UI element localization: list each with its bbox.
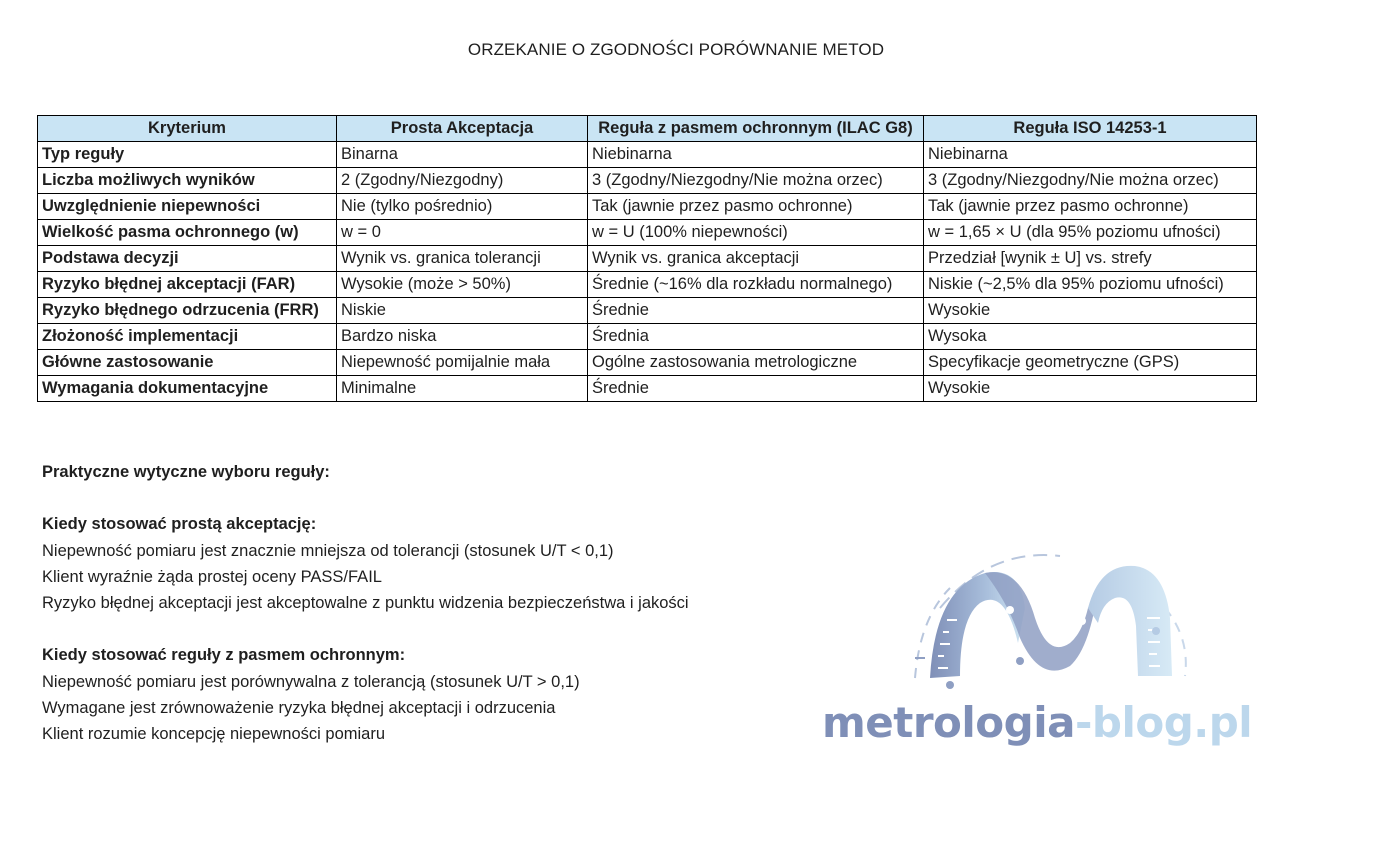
logo-text-metrologia: metrologia: [822, 698, 1075, 747]
table-cell: Liczba możliwych wyników: [38, 168, 337, 194]
table-cell: Wynik vs. granica akceptacji: [588, 246, 924, 272]
table-row: [38, 350, 1257, 376]
table-cell: w = 1,65 × U (dla 95% poziomu ufności): [924, 220, 1257, 246]
table-header: Reguła z pasmem ochronnym (ILAC G8): [588, 116, 924, 142]
table-row: [38, 220, 1257, 246]
table-row: [38, 298, 1257, 324]
table-cell: Ryzyko błędnej akceptacji (FAR): [38, 272, 337, 298]
table-cell: Wysoka: [924, 324, 1257, 350]
page-title: ORZEKANIE O ZGODNOŚCI PORÓWNANIE METOD: [467, 40, 885, 59]
table-cell: w = 0: [337, 220, 588, 246]
table-cell: Średnie (~16% dla rozkładu normalnego): [588, 272, 924, 298]
list-item: Niepewność pomiaru jest porównywalna z tolerancją (stosunek U/T > 0,1): [42, 672, 580, 691]
table-cell: Typ reguły: [38, 142, 337, 168]
table-cell: Wymagania dokumentacyjne: [38, 376, 337, 402]
list-item: Klient wyraźnie żąda prostej oceny PASS/FAIL: [42, 567, 382, 586]
table-cell: Ryzyko błędnego odrzucenia (FRR): [38, 298, 337, 324]
guard-band-heading: Kiedy stosować reguły z pasmem ochronnym:: [42, 646, 406, 665]
table-cell: Średnie: [588, 298, 924, 324]
table-row: [38, 168, 1257, 194]
table-cell: Wysokie (może > 50%): [337, 272, 588, 298]
table-row: [38, 272, 1257, 298]
table-header: Kryterium: [38, 116, 337, 142]
table-header: Reguła ISO 14253-1: [924, 116, 1257, 142]
table-cell: Niebinarna: [588, 142, 924, 168]
table-cell: w = U (100% niepewności): [588, 220, 924, 246]
table-row: [38, 194, 1257, 220]
table-cell: Średnie: [588, 376, 924, 402]
table-cell: Tak (jawnie przez pasmo ochronne): [924, 194, 1257, 220]
table-row: [38, 324, 1257, 350]
table-cell: 2 (Zgodny/Niezgodny): [337, 168, 588, 194]
table-row: [38, 376, 1257, 402]
table-cell: Bardzo niska: [337, 324, 588, 350]
table-cell: Niepewność pomijalnie mała: [337, 350, 588, 376]
table-cell: 3 (Zgodny/Niezgodny/Nie można orzec): [924, 168, 1257, 194]
table-cell: Niskie (~2,5% dla 95% poziomu ufności): [924, 272, 1257, 298]
table-cell: Minimalne: [337, 376, 588, 402]
simple-acceptance-heading: Kiedy stosować prostą akceptację:: [42, 515, 317, 534]
comparison-table: [37, 115, 1257, 402]
list-item: Niepewność pomiaru jest znacznie mniejsza od tolerancji (stosunek U/T < 0,1): [42, 541, 614, 560]
table-cell: Ogólne zastosowania metrologiczne: [588, 350, 924, 376]
table-cell: Główne zastosowanie: [38, 350, 337, 376]
table-cell: Nie (tylko pośrednio): [337, 194, 588, 220]
table-cell: Uwzględnienie niepewności: [38, 194, 337, 220]
table-cell: Tak (jawnie przez pasmo ochronne): [588, 194, 924, 220]
list-item: Klient rozumie koncepcję niepewności pomiaru: [42, 725, 386, 743]
table-cell: Niskie: [337, 298, 588, 324]
table-header: Prosta Akceptacja: [337, 116, 588, 142]
list-item: Wymagane jest zrównoważenie ryzyka błędnej akceptacji i odrzucenia: [42, 698, 556, 717]
logo-text: [822, 698, 1252, 747]
table-cell: Wysokie: [924, 298, 1257, 324]
table-cell: Binarna: [337, 142, 588, 168]
table-header-row: [38, 116, 1257, 142]
table-cell: Średnia: [588, 324, 924, 350]
guidelines-heading: Praktyczne wytyczne wyboru reguły:: [42, 463, 330, 481]
table-row: [38, 142, 1257, 168]
table-cell: 3 (Zgodny/Niezgodny/Nie można orzec): [588, 168, 924, 194]
table-cell: Specyfikacje geometryczne (GPS): [924, 350, 1257, 376]
table-cell: Wynik vs. granica tolerancji: [337, 246, 588, 272]
guidelines-section: [42, 459, 689, 747]
table-cell: Przedział [wynik ± U] vs. strefy: [924, 246, 1257, 272]
list-item: Ryzyko błędnej akceptacji jest akceptowalne z punktu widzenia bezpieczeństwa i jakości: [42, 594, 689, 612]
table-cell: Podstawa decyzji: [38, 246, 337, 272]
table-cell: Wielkość pasma ochronnego (w): [38, 220, 337, 246]
table-cell: Złożoność implementacji: [38, 324, 337, 350]
logo-text-blog: -blog.pl: [1074, 698, 1253, 747]
table-row: [38, 246, 1257, 272]
table-cell: Niebinarna: [924, 142, 1257, 168]
table-cell: Wysokie: [924, 376, 1257, 402]
